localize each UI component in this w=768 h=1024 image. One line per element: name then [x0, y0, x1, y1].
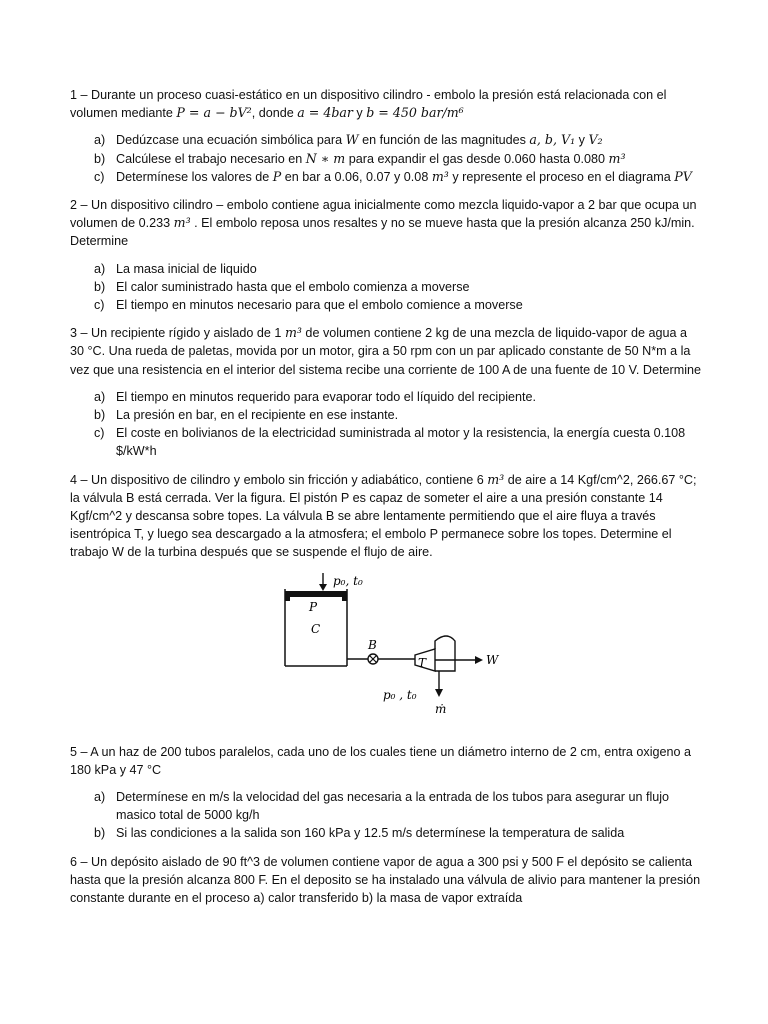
- figure-diagram: [275, 571, 505, 731]
- pressure-arrowhead-icon: [319, 584, 327, 591]
- problem-1-text: y: [352, 106, 367, 121]
- item-text: El coste en bolivianos de la electricidad suministrada al motor y la resistencia, la energía cuesta 0.108 $/kW*h: [116, 426, 686, 459]
- list-item: [70, 168, 702, 186]
- item-text: en bar a 0.06, 0.07 y 0.08: [281, 169, 432, 184]
- problem-1-questions: [70, 131, 702, 186]
- list-item: [70, 296, 702, 314]
- item-letter: a): [94, 389, 106, 404]
- problem-1-statement: [70, 86, 702, 122]
- item-text: La presión en bar, en el recipiente en ese instante.: [116, 408, 399, 423]
- problem-1-text: 1 – Durante un proceso cuasi-estático en un dispositivo cilindro - embolo la presión está relacionada con el volumen mediante: [70, 88, 667, 121]
- problem-2-text: 2 – Un dispositivo cilindro – embolo contiene agua inicialmente como mezcla liquido-vapor a 2 bar que ocupa un volumen de 0.233: [70, 198, 697, 231]
- constant-a: a = 4bar: [297, 105, 353, 121]
- item-letter: b): [94, 826, 106, 841]
- item-letter: a): [94, 133, 106, 148]
- list-item: [70, 824, 702, 842]
- item-text: El tiempo en minutos necesario para que el embolo comience a moverse: [116, 298, 523, 313]
- list-item: [70, 150, 702, 168]
- item-letter: c): [94, 298, 105, 313]
- math-symbol: m³: [487, 471, 505, 487]
- problem-6-statement: 6 – Un depósito aislado de 90 ft^3 de volumen contiene vapor de agua a 300 psi y 500 F el depósito se calienta hasta que la presión alcanza 800 F. En el deposito se ha instalado una válvula de alivio para mantener la presión constante durante en el proceso a) calor transferido b) la masa de vapor extraída: [70, 854, 701, 906]
- list-item: [70, 260, 702, 278]
- problem-3-questions: [70, 388, 702, 461]
- math-symbol: m³: [173, 215, 191, 231]
- label-cylinder: C: [311, 621, 321, 636]
- item-text: y represente el proceso en el diagrama: [448, 169, 675, 184]
- piston-turbine-figure: [70, 571, 702, 733]
- item-text: Determínese en m/s la velocidad del gas necesaria a la entrada de los tubos para asegurar un flujo masico total de 5000 kg/h: [116, 790, 670, 823]
- stop-left: [285, 597, 290, 601]
- problem-5-questions: [70, 788, 702, 843]
- problem-3-text: 3 – Un recipiente rígido y aislado de 1: [70, 326, 285, 341]
- list-item: [70, 788, 702, 824]
- problem-2-questions: [70, 260, 702, 315]
- item-text: El calor suministrado hasta que el embolo comienza a moverse: [116, 279, 470, 294]
- list-item: [70, 388, 702, 406]
- item-letter: a): [94, 261, 106, 276]
- document-page: [70, 86, 702, 916]
- item-text: para expandir el gas desde 0.060 hasta 0.080: [345, 151, 609, 166]
- pressure-equation: P = a − bV²: [176, 105, 252, 121]
- math-symbol: m³: [284, 325, 302, 341]
- label-valve: B: [368, 637, 377, 652]
- list-item: [70, 406, 702, 424]
- work-arrowhead-icon: [475, 656, 483, 664]
- item-letter: b): [94, 151, 106, 166]
- label-p0t0-bottom: p₀ , t₀: [383, 687, 417, 702]
- item-letter: c): [94, 426, 105, 441]
- constant-b: b = 450 bar/m⁶: [366, 105, 464, 121]
- mass-flow-arrowhead-icon: [435, 689, 443, 697]
- problem-3-statement: [70, 324, 702, 379]
- problem-3-text: de volumen contiene 2 kg de una mezcla de liquido-vapor de agua a 30 °C. Una rueda de paletas, movida por un motor, gira a 50 rpm con un par aplicado constante de 50 N*m a la vez que una resistencia en el interior del sistema recibe una corriente de 100 A de una fuente de 10 V. Determine: [70, 326, 702, 377]
- item-text: La masa inicial de liquido: [116, 261, 257, 276]
- math-symbol: a, b, V₁: [529, 132, 576, 148]
- problem-2-text: . El embolo reposa unos resaltes y no se mueve hasta que la presión alcanza 250 kJ/min. Determine: [70, 216, 695, 249]
- item-text: en función de las magnitudes: [358, 133, 530, 148]
- problem-4-statement: [70, 471, 702, 562]
- math-symbol: N ∗ m: [305, 150, 346, 166]
- label-piston: P: [309, 599, 318, 614]
- math-symbol: m³: [608, 150, 626, 166]
- exhaust-housing: [435, 636, 455, 671]
- label-p0t0-top: p₀, t₀: [333, 573, 363, 588]
- math-symbol: W: [345, 132, 359, 148]
- item-text: El tiempo en minutos requerido para evaporar todo el líquido del recipiente.: [116, 389, 537, 404]
- list-item: [70, 424, 702, 460]
- list-item: [70, 131, 702, 149]
- problem-4-text: 4 – Un dispositivo de cilindro y embolo sin fricción y adiabático, contiene 6: [70, 472, 488, 487]
- item-letter: a): [94, 790, 106, 805]
- problem-4-text: de aire a 14 Kgf/cm^2, 266.67 °C; la válvula B está cerrada. Ver la figura. El pistón P es capaz de someter el aire a una presión constante 14 Kgf/cm^2 y descansa sobre topes. La válvula B se abre lentamente permitiendo que el aire fluya a través isentrópica T, y luego sea descargado a la atmosfera; el embolo P permanece sobre los topes. Determine el trabajo W de la turbina después que se suspende el flujo de aire.: [70, 472, 697, 560]
- problem-1-text: , donde: [251, 106, 298, 121]
- item-text: y: [575, 133, 589, 148]
- problem-5-statement: 5 – A un haz de 200 tubos paralelos, cada uno de los cuales tiene un diámetro interno de 2 cm, entra oxigeno a 180 kPa y 47 °C: [70, 744, 692, 777]
- label-work: W: [486, 652, 499, 667]
- label-turbine: T: [418, 655, 427, 670]
- item-text: Si las condiciones a la salida son 160 kPa y 12.5 m/s determínese la temperatura de salida: [116, 826, 625, 841]
- piston: [285, 591, 347, 597]
- stop-right: [342, 597, 347, 601]
- item-letter: b): [94, 408, 106, 423]
- list-item: [70, 278, 702, 296]
- math-symbol: V₂: [588, 132, 603, 148]
- problem-2-statement: [70, 196, 702, 251]
- math-symbol: m³: [431, 168, 449, 184]
- item-letter: b): [94, 279, 106, 294]
- item-text: Calcúlese el trabajo necesario en: [116, 151, 306, 166]
- label-mass-flow: ṁ: [435, 701, 447, 716]
- math-symbol: PV: [674, 168, 692, 184]
- item-text: Dedúzcase una ecuación simbólica para: [116, 133, 346, 148]
- item-text: Determínese los valores de: [116, 169, 273, 184]
- item-letter: c): [94, 169, 105, 184]
- math-symbol: P: [272, 168, 282, 184]
